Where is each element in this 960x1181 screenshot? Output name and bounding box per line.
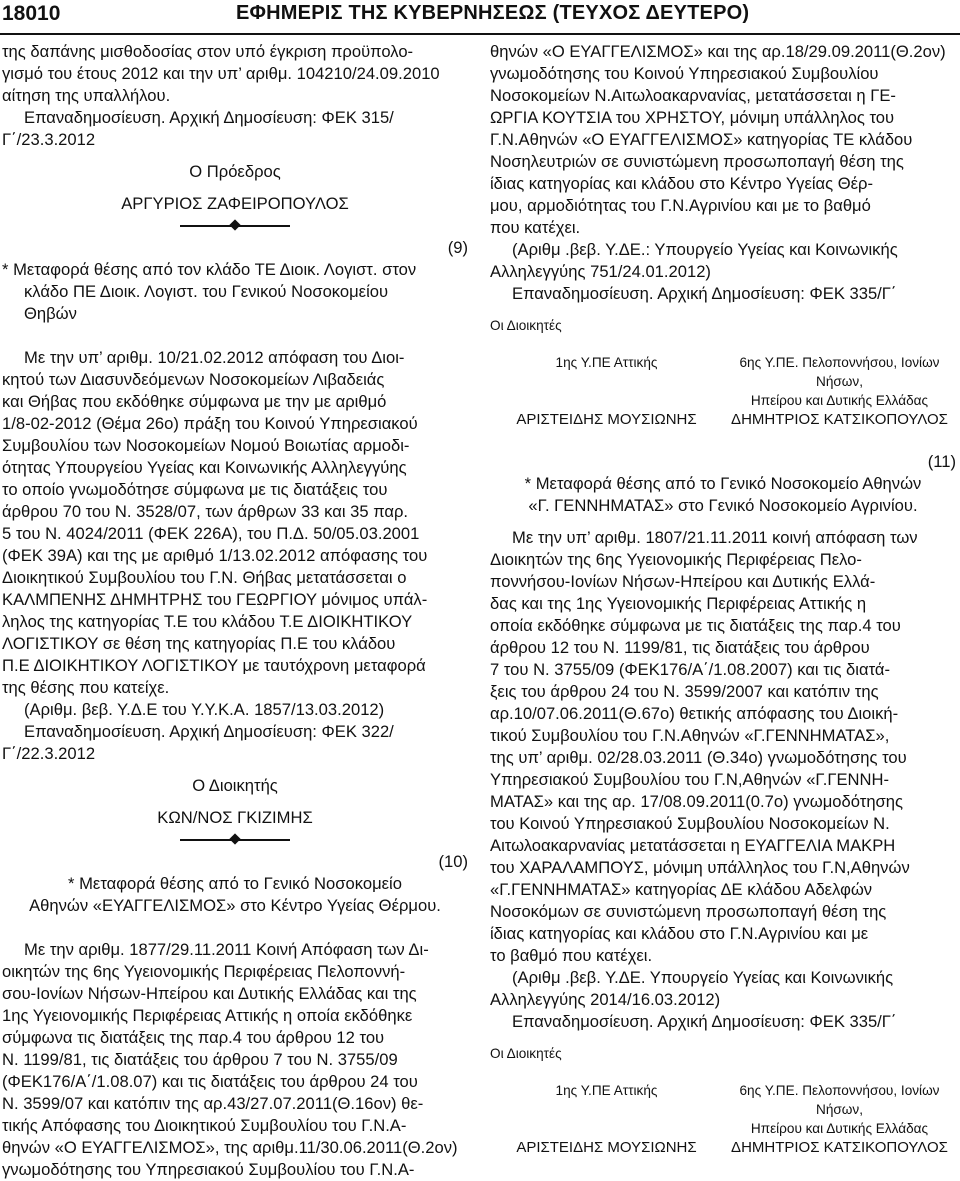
republication-note: Επαναδημοσίευση. Αρχική Δημοσίευση: ΦΕΚ 322/ [24,722,394,741]
body-line: Π.Ε ΔΙΟΙΚΗΤΙΚΟΥ ΛΟΓΙΣΤΙΚΟΥ με ταυτόχρονη μεταφορά [2,656,426,675]
intro-line: αίτηση της υπαλλήλου. [2,86,171,105]
verification-ref: Αλληλεγγύης 751/24.01.2012) [490,262,711,281]
signatory-name: ΔΗΜΗΤΡΙΟΣ ΚΑΤΣΙΚΟΠΟΥΛΟΣ [731,411,948,428]
decision-subject: Αθηνών «ΕΥΑΓΓΕΛΙΣΜΟΣ» στο Κέντρο Υγείας Θέρμου. [29,896,441,915]
signatory-region: 1ης Υ.ΠΕ Αττικής [555,1083,658,1098]
body-line: Ν. 3599/07 και κατόπιν της αρ.43/27.07.2011(Θ.16ον) θε- [2,1094,424,1113]
signatory-region: 6ης Υ.ΠΕ. Πελοποννήσου, Ιονίων Νήσων, [739,1083,940,1117]
decision-subject: Θηβών [24,304,77,323]
verification-ref: (Αριθμ .βεβ. Υ.ΔΕ. Υπουργείο Υγείας και Κοινωνικής [512,968,894,987]
verification-ref: (Αριθμ. βεβ. Υ.Δ.Ε του Υ.Υ.Κ.Α. 1857/13.03.2012) [24,700,385,719]
signatory-role: Ο Πρόεδρος [189,162,281,181]
body-line: Με την αριθμ. 1877/29.11.2011 Κοινή Απόφαση των Δι- [24,940,429,959]
section-divider [2,829,468,851]
body-line: θηνών «Ο ΕΥΑΓΓΕΛΙΣΜΟΣ» και της αρ.18/29.09.2011(Θ.2ον) [490,42,946,61]
body-line: ότητας Υπουργείου Υγείας και Κοινωνικής Αλληλεγγύης [2,458,407,477]
signature-block [490,353,956,429]
body-line: του ΧΑΡΑΛΑΜΠΟΥΣ, μόνιμη υπάλληλος του Γ.Ν,Αθηνών [490,858,910,877]
body-line: ΩΡΓΙΑ ΚΟΥΤΣΙΑ του ΧΡΗΣΤΟΥ, μόνιμη υπάλληλος του [490,108,895,127]
body-line: οικητών της 6ης Υγειονομικής Περιφέρειας Πελοποννή- [2,962,406,981]
signatory-name: ΑΡΓΥΡΙΟΣ ΖΑΦΕΙΡΟΠΟΥΛΟΣ [121,194,349,213]
body-line: Γ.Ν.Αθηνών «Ο ΕΥΑΓΓΕΛΙΣΜΟΣ» κατηγορίας ΤΕ κλάδου [490,130,913,149]
body-line: θηνών «Ο ΕΥΑΓΓΕΛΙΣΜΟΣ», της αριθμ.11/30.06.2011(Θ.2ον) [2,1138,458,1157]
body-line: μου, αρμοδιότητας του Γ.Ν.Αγρινίου και με το βαθμό [490,196,871,215]
body-line: «Γ.ΓΕΝΝΗΜΑΤΑΣ» κατηγορίας ΔΕ κλάδου Αδελφών [490,880,873,899]
decision-subject: «Γ. ΓΕΝΝΗΜΑΤΑΣ» στο Γενικό Νοσοκομείο Αγρινίου. [528,496,918,515]
body-line: της θέσης που κατείχε. [2,678,170,697]
body-line: και Θήβας που εκδόθηκε σύμφωνα με την με αριθμό [2,392,387,411]
body-line: Νοσηλευτριών σε συνιστώμενη προσωποπαγή θέση της [490,152,904,171]
body-line: γνωμοδότησης του Κοινού Υπηρεσιακού Συμβουλίου [490,64,879,83]
body-line: 7 του Ν. 3755/09 (ΦΕΚ176/Α΄/1.08.2007) και τις διατά- [490,660,891,679]
body-line: (ΦΕΚ 39Α) και της με αριθμό 1/13.02.2012 απόφασης του [2,546,428,565]
signatory-region: 6ης Υ.ΠΕ. Πελοποννήσου, Ιονίων Νήσων, [739,355,940,389]
decision-subject: * Μεταφορά θέσης από το Γενικό Νοσοκομείο Αθηνών [524,474,922,493]
gazette-title: ΕΦΗΜΕΡΙΣ ΤΗΣ ΚΥΒΕΡΝΗΣΕΩΣ (ΤΕΥΧΟΣ ΔΕΥΤΕΡΟ) [236,2,750,24]
signatory-region: 1ης Υ.ΠΕ Αττικής [555,355,658,370]
body-line: ποννήσου-Ιονίων Νήσων-Ηπείρου και Δυτικής Ελλά- [490,572,876,591]
body-line: Διοικητών της 6ης Υγειονομικής Περιφέρειας Πελο- [490,550,862,569]
signatory-name: ΑΡΙΣΤΕΙΔΗΣ ΜΟΥΣΙΩΝΗΣ [516,1139,697,1156]
page-header [0,0,960,34]
body-line: του Κοινού Υπηρεσιακού Συμβουλίου Νοσοκομείων Ν. [490,814,890,833]
body-line: ξεις του άρθρου 24 του Ν. 3599/2007 και κατόπιν της [490,682,879,701]
body-line: σύμφωνα τις διατάξεις της παρ.4 του άρθρου 12 του [2,1028,385,1047]
decision-number: (11) [927,452,956,471]
signatory-name: ΑΡΙΣΤΕΙΔΗΣ ΜΟΥΣΙΩΝΗΣ [516,411,697,428]
decision-body [490,41,956,239]
body-line: ΜΑΤΑΣ» και της αρ. 17/08.09.2011(0.7ο) γνωμοδότησης [490,792,904,811]
body-line: αρ.10/07.06.2011(Θ.67ο) θετικής απόφασης του Διοική- [490,704,899,723]
body-line: της υπ’ αριθμ. 02/28.03.2011 (Θ.34ο) γνωμοδότησης του [490,748,907,767]
page-number: 18010 [2,2,61,25]
body-line: άρθρου 70 του Ν. 3528/07, των άρθρων 33 και 35 παρ. [2,502,409,521]
decision-body [490,527,956,967]
decision-subject: * Μεταφορά θέσης από το Γενικό Νοσοκομείο [68,874,402,893]
body-line: ΛΟΓΙΣΤΙΚΟΥ σε θέση της κατηγορίας Π.Ε του κλάδου [2,634,396,653]
body-line: σου-Ιονίων Νήσων-Ηπείρου και Δυτικής Ελλάδας και της [2,984,417,1003]
intro-line: της δαπάνης μισθοδοσίας στον υπό έγκριση προϋπολο- [2,42,414,61]
republication-note: Επαναδημοσίευση. Αρχική Δημοσίευση: ΦΕΚ 335/Γ΄ [512,284,897,303]
signatory-role: Ο Διοικητής [192,776,278,795]
decision-number: (9) [447,238,468,257]
decision-subject: * Μεταφορά θέσης από τον κλάδο ΤΕ Διοικ. Λογιστ. στον [2,260,417,279]
signatory-region: Ηπείρου και Δυτικής Ελλάδας [750,393,929,408]
verification-ref: (Αριθμ .βεβ. Υ.ΔΕ.: Υπουργείο Υγείας και Κοινωνικής [512,240,898,259]
body-line: 5 του Ν. 4024/2011 (ΦΕΚ 226Α), του Π.Δ. 50/05.03.2001 [2,524,420,543]
body-line: Διοικητικού Συμβουλίου του Γ.Ν. Θήβας μετατάσσεται ο [2,568,407,587]
body-line: άρθρου 12 του Ν. 1199/81, τις διατάξεις του άρθρου [490,638,870,657]
body-line: δας και της 1ης Υγειονομικής Περιφέρειας Αττικής η [490,594,867,613]
signatory-region: Ηπείρου και Δυτικής Ελλάδας [750,1121,929,1136]
republication-note: Επαναδημοσίευση. Αρχική Δημοσίευση: ΦΕΚ 335/Γ΄ [512,1012,897,1031]
body-line: ίδιας κατηγορίας και κλάδου στο Κέντρο Υγείας Θέρ- [490,174,874,193]
signatories-heading: Οι Διοικητές [490,318,562,333]
intro-line: γισμό του έτους 2012 και την υπ’ αριθμ. 104210/24.09.2010 [2,64,440,83]
body-line: ληλος της κατηγορίας Τ.Ε του κλάδου Τ.Ε ΔΙΟΙΚΗΤΙΚΟΥ [2,612,413,631]
body-line: τικής Απόφασης του Διοικητικού Συμβουλίου του Γ.Ν.Α- [2,1116,407,1135]
decision-body [2,347,468,699]
body-line: οποία εκδόθηκε σύμφωνα με τις διατάξεις της παρ.4 του [490,616,901,635]
signatory-name: ΔΗΜΗΤΡΙΟΣ ΚΑΤΣΙΚΟΠΟΥΛΟΣ [731,1139,948,1156]
verification-ref: Αλληλεγγύης 2014/16.03.2012) [490,990,721,1009]
republication-note: Επαναδημοσίευση. Αρχική Δημοσίευση: ΦΕΚ 315/ [24,108,394,127]
body-line: 1ης Υγειονομικής Περιφέρειας Αττικής η οποία εκδόθηκε [2,1006,413,1025]
body-line: Νοσοκόμων σε συνιστώμενη προσωποπαγή θέση της [490,902,887,921]
body-line: Συμβουλίου των Νοσοκομείων Νομού Βοιωτίας αρμοδι- [2,436,410,455]
signatory-name: ΚΩΝ/ΝΟΣ ΓΚΙΖΙΜΗΣ [157,808,313,827]
body-line: που κατέχει. [490,218,581,237]
right-column [490,41,956,1157]
body-line: γνωμοδότησης του Υπηρεσιακού Συμβουλίου του Γ.Ν.Α- [2,1160,415,1179]
body-line: ίδιας κατηγορίας και κλάδου στο Γ.Ν.Αγρινίου και με [490,924,869,943]
body-line: το οποίο γνωμοδότησε σύμφωνα με τις διατάξεις του [2,480,388,499]
body-line: Με την υπ’ αριθμ. 1807/21.11.2011 κοινή απόφαση των [512,528,918,547]
body-line: κητού των Διασυνδεόμενων Νοσοκομείων Λιβαδειάς [2,370,385,389]
body-line: Υπηρεσιακού Συμβουλίου του Γ.Ν,Αθηνών «Γ.ΓΕΝΝΗ- [490,770,890,789]
republication-note: Γ΄/22.3.2012 [2,744,96,763]
decision-subject: κλάδο ΠΕ Διοικ. Λογιστ. του Γενικού Νοσοκομείου [24,282,389,301]
signature-block [490,1081,956,1157]
body-line: (ΦΕΚ176/Α΄/1.08.07) και τις διατάξεις του άρθρου 24 του [2,1072,418,1091]
section-divider [2,215,468,237]
body-line: Αιτωλοακαρνανίας μετατάσσεται η ΕΥΑΓΓΕΛΙΑ ΜΑΚΡΗ [490,836,896,855]
republication-note: Γ΄/23.3.2012 [2,130,96,149]
body-line: 1/8-02-2012 (Θέμα 26ο) πράξη του Κοινού Υπηρεσιακού [2,414,418,433]
body-line: τικού Συμβουλίου του Γ.Ν.Αθηνών «Γ.ΓΕΝΝΗΜΑΤΑΣ», [490,726,890,745]
left-column [2,41,468,1181]
decision-number: (10) [438,852,468,871]
signatories-heading: Οι Διοικητές [490,1046,562,1061]
body-line: Ν. 1199/81, τις διατάξεις του άρθρου 7 του Ν. 3755/09 [2,1050,398,1069]
body-line: ΚΑΛΜΠΕΝΗΣ ΔΗΜΗΤΡΗΣ του ΓΕΩΡΓΙΟΥ μόνιμος υπάλ- [2,590,428,609]
body-line: Με την υπ’ αριθμ. 10/21.02.2012 απόφαση του Διοι- [24,348,405,367]
body-line: Νοσοκομείων Ν.Αιτωλοακαρνανίας, μετατάσσεται η ΓΕ- [490,86,896,105]
body-line: το βαθμό που κατέχει. [490,946,653,965]
header-rule [0,33,960,35]
